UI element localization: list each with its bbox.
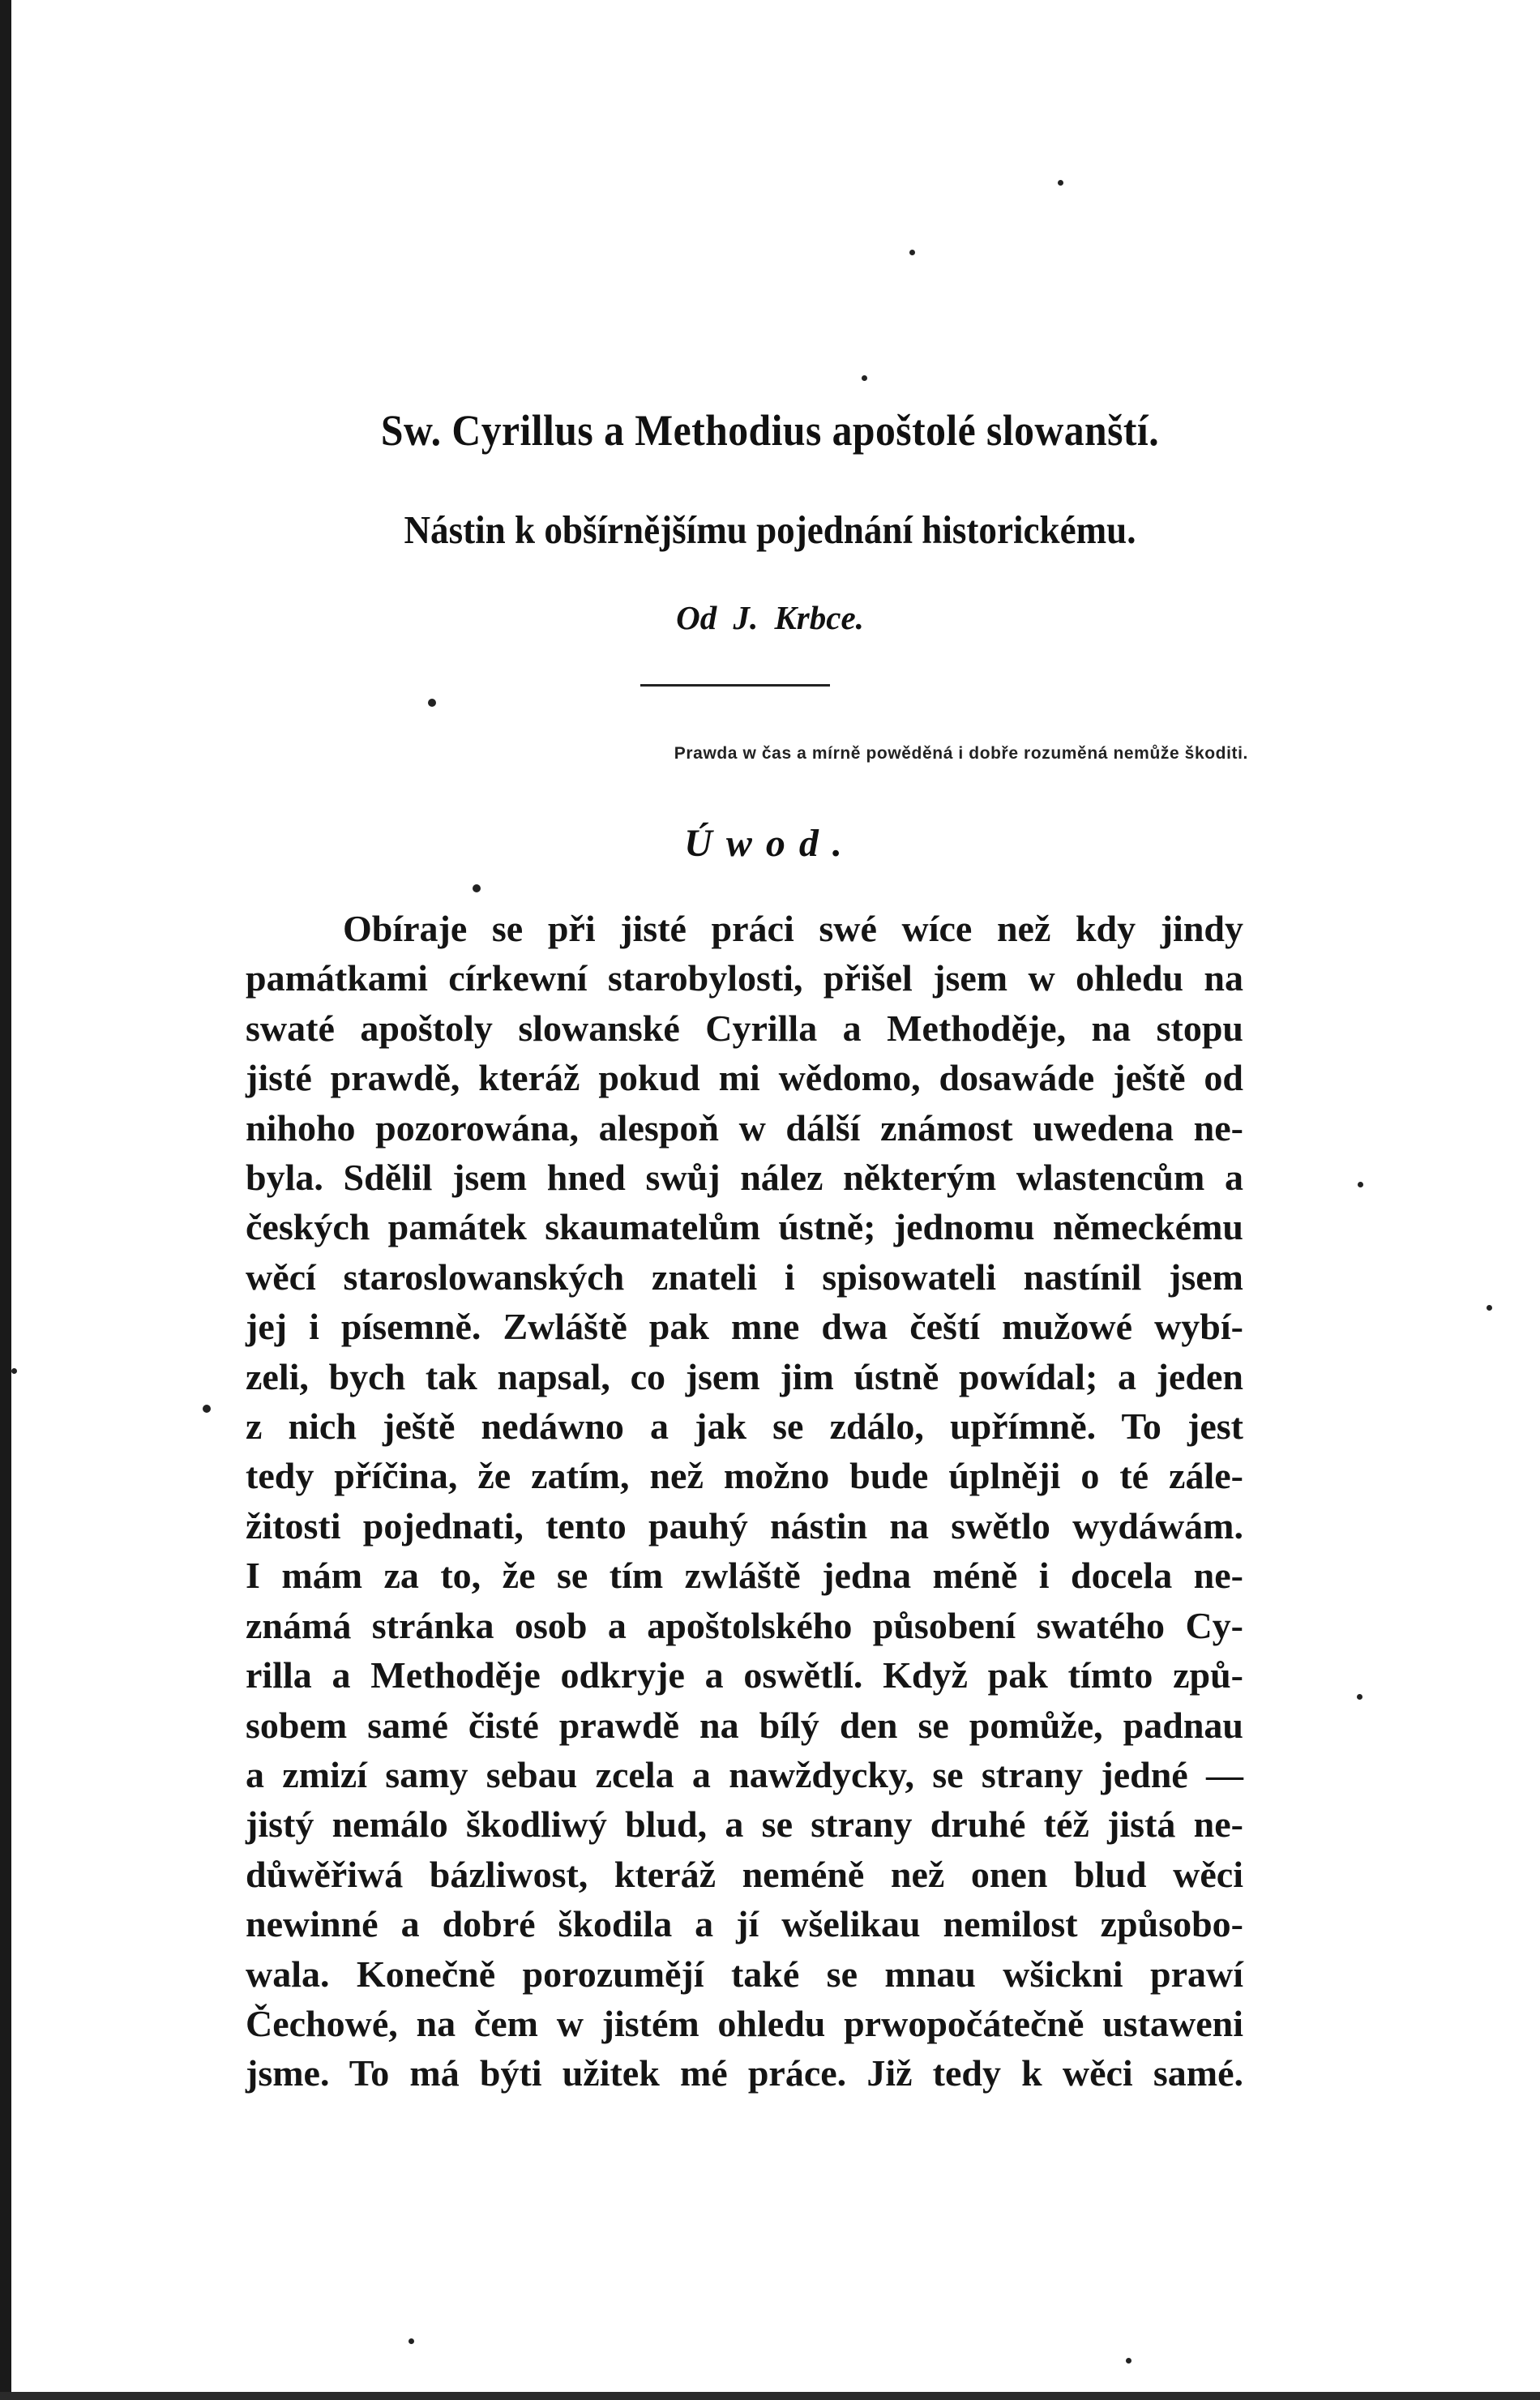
- scan-speck: [862, 375, 867, 381]
- text-line: známá stránka osob a apoštolského působení swatého Cy-: [246, 1604, 1243, 1646]
- text-line: sobem samé čisté prawdě na bílý den se pomůže, padnau: [246, 1704, 1243, 1746]
- text-line: newinné a dobré škodila a jí wšelikau nemilost způsobo-: [246, 1903, 1243, 1945]
- text-line: rilla a Methoděje odkryje a oswětlí. Když pak tímto způ-: [246, 1654, 1243, 1696]
- scan-speck: [1358, 1182, 1363, 1187]
- text-line: Obíraje se při jisté práci swé wíce než kdy jindy: [343, 908, 1243, 949]
- text-line: tedy příčina, že zatím, než možno bude úplněji o té zále-: [246, 1455, 1243, 1497]
- scan-speck: [428, 699, 436, 707]
- text-line: jej i písemně. Zwláště pak mne dwa čeští mužowé wybí-: [246, 1306, 1243, 1348]
- page-title: Sw. Cyrillus a Methodius apoštolé slowanští.: [380, 406, 1160, 455]
- text-line: jsme. To má býti užitek mé práce. Již tedy k wěci samé.: [246, 2052, 1243, 2094]
- scan-speck: [1357, 1694, 1362, 1700]
- scan-speck: [409, 2338, 414, 2344]
- text-line: byla. Sdělil jsem hned swůj nález některým wlastencům a: [246, 1157, 1243, 1199]
- page-subtitle: Nástin k obšírnějšímu pojednání historickému.: [404, 507, 1136, 552]
- text-line: nihoho pozorowána, alespoň w dálší známost uwedena ne-: [246, 1106, 1243, 1149]
- text-line: českých památek skaumatelům ústně; jednomu německému: [246, 1206, 1243, 1248]
- author-byline: Od J. Krbce.: [676, 599, 864, 636]
- text-line: památkami církewní starobylosti, přišel jsem w ohledu na: [246, 957, 1243, 999]
- scan-speck: [1487, 1305, 1492, 1311]
- text-line: Čechowé, na čem w jistém ohledu prwopočátečně ustaweni: [246, 2002, 1243, 2044]
- title-divider: [640, 684, 830, 687]
- text-line: jistý nemálo škodliwý blud, a se strany druhé též jistá ne-: [246, 1803, 1243, 1846]
- text-line: wěcí staroslowanských znateli i spisowateli nastínil jsem: [246, 1256, 1243, 1298]
- text-line: žitosti pojednati, tento pauhý nástin na swětlo wydáwám.: [246, 1504, 1243, 1547]
- scan-speck: [203, 1405, 211, 1413]
- epigraph: Prawda w čas a mírně powěděná i dobře rozuměná nemůže škoditi.: [674, 744, 1248, 763]
- scan-speck: [1126, 2358, 1131, 2364]
- text-line: wala. Konečně porozumějí také se mnau wšickni prawí: [246, 1953, 1243, 1995]
- text-line: zeli, bych tak napsal, co jsem jim ústně powídal; a jeden: [246, 1355, 1243, 1397]
- scan-left-edge: [0, 0, 11, 2400]
- scan-speck: [11, 1368, 17, 1374]
- scan-bottom-edge: [0, 2392, 1540, 2400]
- scan-speck: [1058, 180, 1063, 186]
- text-line: z nich ještě nedáwno a jak se zdálo, upřímně. To jest: [246, 1405, 1243, 1448]
- scan-speck: [473, 884, 481, 892]
- body-paragraph: [246, 904, 1243, 2098]
- text-line: důwěřiwá bázliwost, kteráž neméně než onen blud wěci: [246, 1853, 1243, 1895]
- text-line: jisté prawdě, kteráž pokud mi wědomo, dosawáde ještě od: [246, 1057, 1243, 1099]
- scan-speck: [909, 250, 915, 255]
- text-line: swaté apoštoly slowanské Cyrilla a Methoděje, na stopu: [246, 1007, 1243, 1049]
- text-line: a zmizí samy sebau zcela a nawždycky, se strany jedné —: [246, 1753, 1243, 1795]
- text-line: I mám za to, že se tím zwláště jedna méně i docela ne-: [246, 1555, 1243, 1597]
- section-heading: Úwod.: [684, 822, 856, 865]
